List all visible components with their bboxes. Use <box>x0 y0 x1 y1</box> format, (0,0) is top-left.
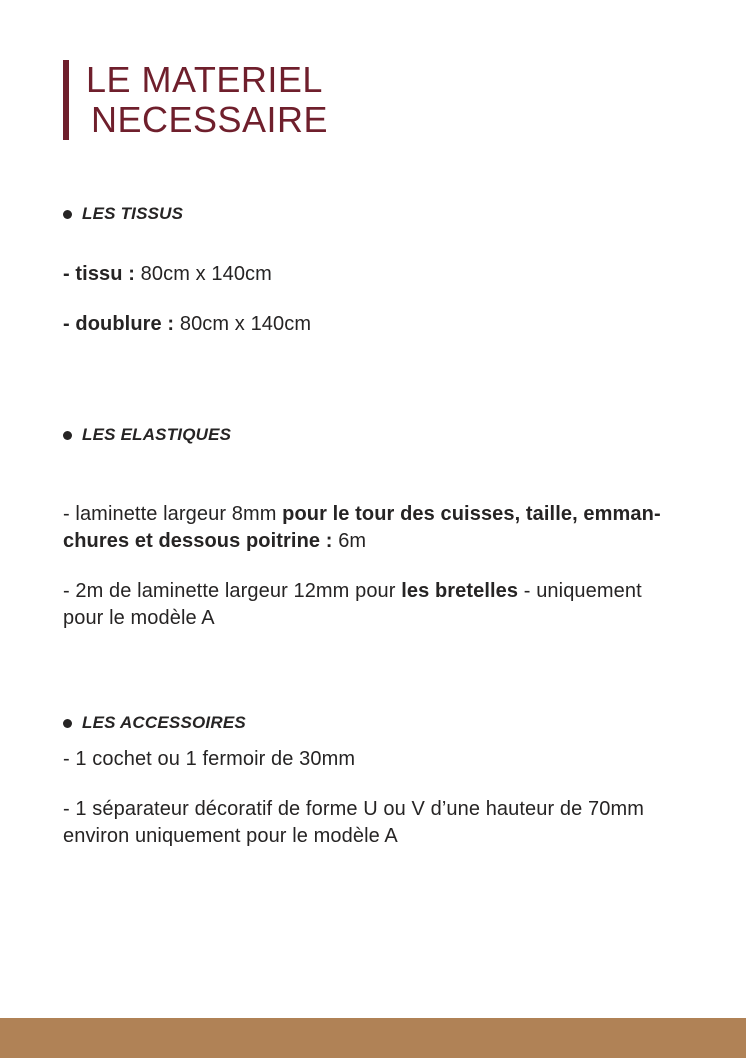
page-title-line2: NECESSAIRE <box>91 99 329 140</box>
text-segment: - doublure : <box>63 313 175 335</box>
section-accessoires <box>63 712 673 850</box>
text-line <box>63 261 673 288</box>
section-header-label: LES ACCESSOIRES <box>82 713 246 732</box>
section-header-label: LES TISSUS <box>82 204 184 223</box>
title-accent-bar <box>63 60 69 140</box>
section-header <box>63 712 673 734</box>
text-line <box>63 796 673 823</box>
title-block <box>63 60 746 140</box>
text-segment: - uniquement <box>518 580 642 602</box>
footer-color-bar <box>0 1018 746 1058</box>
list-item <box>63 261 673 288</box>
list-item <box>63 311 673 338</box>
text-segment: les bretelles <box>401 580 519 602</box>
text-line <box>63 311 673 338</box>
section-items <box>63 261 673 338</box>
text-segment: chures et dessous poitrine : <box>63 530 333 552</box>
list-item <box>63 578 673 632</box>
section-items <box>63 746 673 850</box>
text-segment: 80cm x 140cm <box>174 313 312 335</box>
text-segment: - 2m de laminette largeur 12mm pour <box>63 580 402 602</box>
text-segment: - tissu : <box>63 263 136 285</box>
section-items <box>63 501 673 632</box>
text-segment: 80cm x 140cm <box>135 263 272 285</box>
list-item <box>63 746 673 773</box>
text-line <box>63 746 673 773</box>
text-line <box>63 528 673 555</box>
text-segment: pour le modèle A <box>63 607 215 629</box>
text-line <box>63 578 673 605</box>
section-elastiques <box>63 424 673 632</box>
text-line <box>63 501 673 528</box>
section-header <box>63 203 673 225</box>
text-segment: - 1 cochet ou 1 fermoir de 30mm <box>63 748 356 770</box>
text-line <box>63 823 673 850</box>
text-segment: pour le tour des cuisses, taille, emman- <box>282 503 661 525</box>
text-segment: - 1 séparateur décoratif de forme U ou V d’une hauteur de 70mm <box>63 798 644 820</box>
section-tissus <box>63 203 673 338</box>
text-line <box>63 605 673 632</box>
bullet-icon <box>63 431 72 440</box>
page-title-line1: LE MATERIEL <box>86 59 323 100</box>
page-title <box>86 60 328 140</box>
text-segment: - laminette largeur 8mm <box>63 503 283 525</box>
section-header <box>63 424 673 446</box>
bullet-icon <box>63 210 72 219</box>
list-item <box>63 796 673 850</box>
bullet-icon <box>63 719 72 728</box>
list-item <box>63 501 673 555</box>
text-segment: 6m <box>332 530 367 552</box>
text-segment: environ uniquement pour le modèle A <box>63 825 398 847</box>
section-header-label: LES ELASTIQUES <box>82 425 232 444</box>
